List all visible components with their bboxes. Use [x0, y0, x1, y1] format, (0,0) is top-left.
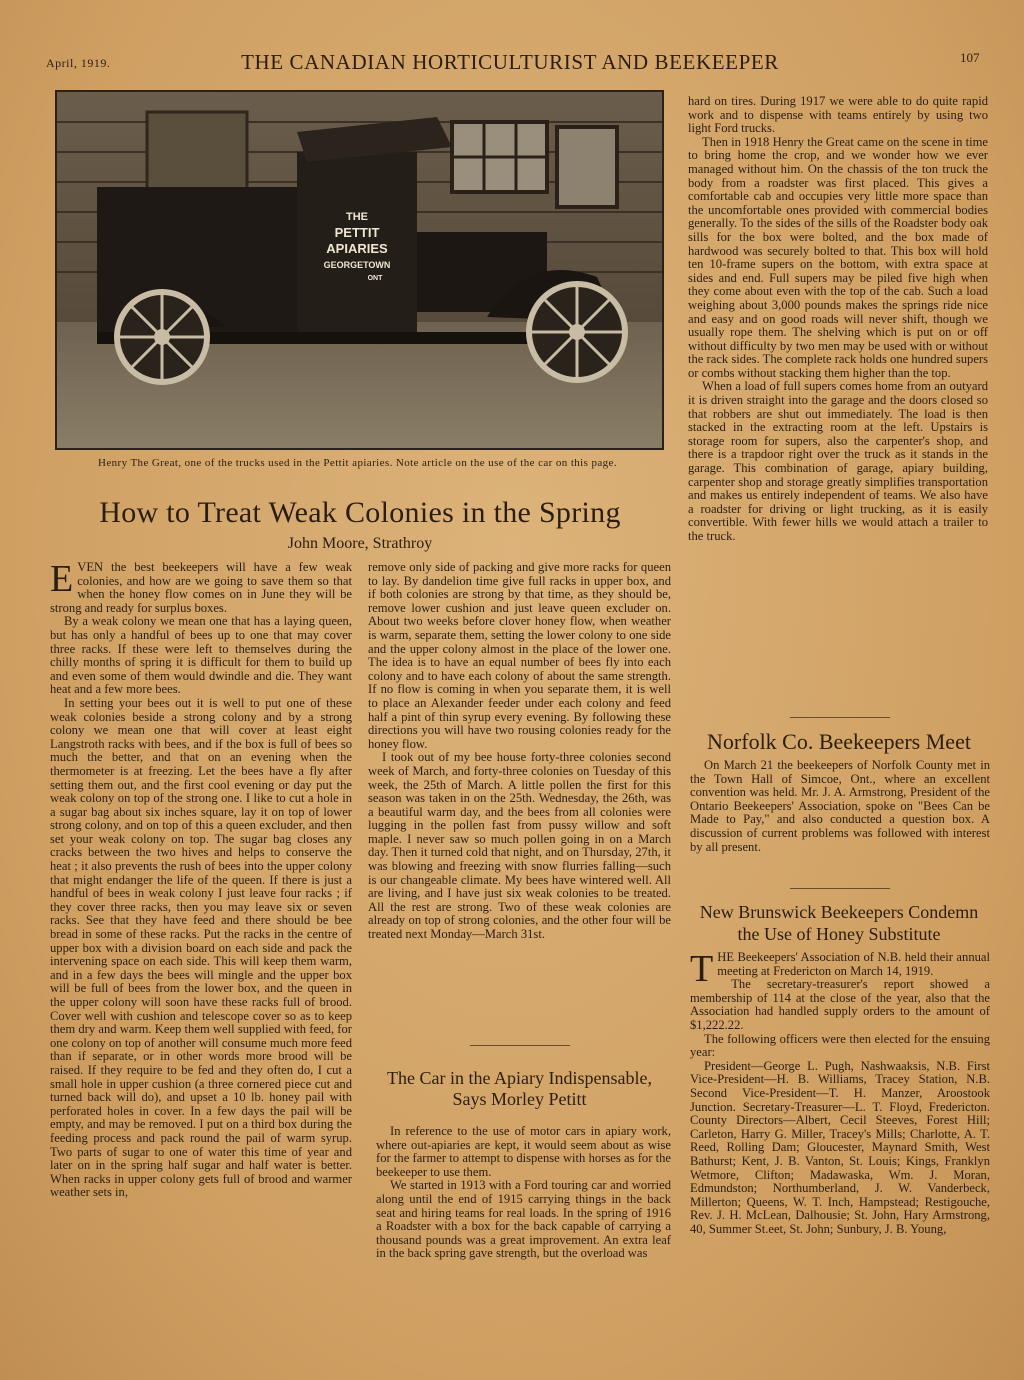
divider — [790, 888, 890, 889]
article-byline: John Moore, Strathroy — [287, 535, 433, 552]
article-title-car: The Car in the Apiary Indispensable, Says Morley Petitt — [387, 1068, 652, 1109]
article1-column1 — [50, 558, 352, 1200]
article1-paragraph: remove only side of packing and give more racks for queen to lay. By dandelion time give full racks in upper box, and if both colonies are strong by that time, as they should be, remove lower cushion and just leave queen excluder on. About two weeks before clover honey flow, when weather is warm, separate them, setting the lower colony to one side and the upper colony almost in the place of the lower one. The idea is to have an equal number of bees fly into each colony and to have each colony of about the same strength. If no flow is coming in when you separate them, it is well to place an Alexander feeder under each colony and feed half a pint of thin syrup every evening. By following these directions you will have two rousing colonies ready for the honey flow. — [368, 560, 671, 751]
article2-column2 — [688, 95, 988, 544]
article-title-new-brunswick: New Brunswick Beekeepers Condemn the Use of Honey Substitute — [699, 902, 979, 944]
article4-paragraph — [690, 948, 990, 990]
article1-p1-text: VEN the best beekeepers will have a few weak colonies, and how are we going to save them so that when the honey flow comes on in June they will be strong and ready for surplus boxes. — [50, 560, 352, 615]
truck-sign-line5: ONT — [367, 275, 383, 282]
article4-paragraph: The secretary-treasurer's report showed a membership of 114 at the close of the year, also that the Association had handled supply orders to the amount of $1,222.22. — [690, 977, 990, 1032]
drop-cap: E — [50, 558, 74, 600]
article1-column2 — [368, 561, 671, 942]
photo-caption: Henry The Great, one of the trucks used in the Pettit apiaries. Note article on the use of the car on this page. — [98, 457, 617, 469]
article-title-norfolk: Norfolk Co. Beekeepers Meet — [707, 729, 971, 754]
rear-wheel — [117, 292, 207, 382]
issue-date: April, 1919. — [46, 56, 111, 70]
truck-sign-line3: APIARIES — [326, 241, 388, 256]
divider — [470, 1045, 570, 1046]
article2-paragraph: When a load of full supers comes home from an outyard it is driven straight into the garage and the doors closed so that robbers are shut out immediately. The load is then stacked in the extracting room at the left. Upstairs is storage room for supers, also the carpenter's shop, and there is a trapdoor right over the truck as it stands in the garage. This combination of garage, apiary building, carpenter shop and storage greatly simplifies transportation and makes us entirely independent of teams. We also have a roadster for driving or light trucking, as it is easily convertible. With fewer hills we would attach a trailer to the truck. — [688, 379, 988, 543]
article4-paragraph: The following officers were then elected for the ensuing year: — [690, 1031, 990, 1060]
truck-photo — [55, 90, 664, 450]
truck-sign-line2: PETTIT — [334, 225, 380, 240]
article2-column1 — [376, 1125, 671, 1261]
article3-body — [690, 759, 990, 854]
truck-sign-line4: GEORGETOWN — [323, 260, 391, 270]
page-number: 107 — [960, 50, 980, 65]
article1-paragraph — [50, 558, 352, 615]
article4-paragraph: President—George L. Pugh, Nashwaaksis, N.B. First Vice-President—H. B. Williams, Tracey Station, N.B. Second Vice-President—T. H. Manzer, Aroostook Junction. Secretary-Treasurer—L. T. Floyd, Fredericton. County Directors—Albert, Cecil Steeves, Forest Hill; Carleton, Harry G. Miller, Tracey's Mills; Charlotte, A. T. Reed, Rolling Dam; Gloucester, Maynard Smith, West Bathurst; Kent, J. B. Vanton, St. Louis; Kings, Franklyn Wetmore, Clifton; Madawaska, Wm. J. Moran, Edmundston; Northumberland, J. W. Vanderbeck, Millerton; Queens, W. T. Inch, Hampstead; Restigouche, Rev. J. H. McLean, Dalhousie; St. John, Hary Armstrong, 40, Summer St.eet, St. John; Sunbury, J. B. Young, — [690, 1058, 990, 1236]
article4-p1-text: HE Beekeepers' Association of N.B. held their annual meeting at Fredericton on March 14, 1919. — [717, 950, 990, 978]
article-title-weak-colonies: How to Treat Weak Colonies in the Spring — [99, 496, 621, 529]
magazine-title: THE CANADIAN HORTICULTURIST AND BEEKEEPER — [241, 50, 779, 74]
front-wheel — [529, 284, 625, 380]
truck-sign-line1: THE — [346, 211, 368, 223]
article3-paragraph: On March 21 the beekeepers of Norfolk County met in the Town Hall of Simcoe, Ont., where an excellent convention was held. Mr. J. A. Armstrong, President of the Ontario Beekeepers' Association, spoke on "Bees Can be Made to Pay," and also conducted a question box. A discussion of current problems was followed with interest by all present. — [690, 758, 990, 854]
article1-paragraph: By a weak colony we mean one that has a laying queen, but has only a handful of bees up to one that may cover three racks. If these were left to themselves during the chilly months of spring it is difficult for them to build up and even some of them would dwindle and die. They want heat and a few more bees. — [50, 614, 352, 697]
article2-paragraph: Then in 1918 Henry the Great came on the scene in time to bring home the crop, and we wonder how we ever managed without him. On the chassis of the ton truck the body from a roadster was first placed. This gives a comfortable cab and occupies very little more space than the uncomfortable ones provided with commercial bodies generally. To the sides of the sills of the Roadster body oak sills for the box were bolted, and the box made of hardwood was securely bolted to that. This box will hold ten 10-frame supers on the bottom, with extra space at sides and end. Full supers may be piled five high when they come about even with the top of the cab. Such a load weighing about 3,000 pounds makes the springs ride nice and easy and on good roads will never shift, though we usually rope them. The shelving which is put on or off without difficulty by two men may be used with or without the rack sides. The complete rack holds one hundred supers or combs without stacking them higher than the top. — [688, 134, 988, 380]
article2-paragraph: hard on tires. During 1917 we were able to do quite rapid work and to dispense with teams entirely by using two light Ford trucks. — [688, 94, 988, 136]
article4-body — [690, 948, 990, 1236]
divider — [790, 717, 890, 718]
article1-paragraph: In setting your bees out it is well to put one of these weak colonies beside a strong colony and by a strong colony we mean one that will cover at least eight Langstroth racks with bees, and if the box is full of bees so much the better, and that on an evening when the thermometer is at freezing. Let the bees have a fly after setting them out, and the first cool evening or day put the weak colony on top of the strong one. I like to cut a hole in a sugar bag about six inches square, lay it on top of lower strong colony, and on top of this a queen excluder, and then set your weak colony on top. The sugar bag closes any cracks between the two hives and helps to conserve the heat ; it also prevents the rush of bees into the upper colony that might endanger the life of the queen. If there is just a handful of bees in weak colony I just leave four racks ; if they cover three racks, then you may leave six or seven racks. See that they have feed and there should be bee bread in some of these racks. Put the racks in the centre of upper box with a division board on each side and pack the intervening space on each side. This will keep them warm, and in a few days the bees will mingle and the upper box will be full of bees from the lower box, and the queen in the upper colony will soon have these racks full of brood. Cover well with cushion and telescope cover so as to keep them dry and warm. Keep them well supplied with feed, for one colony on top of another will consume much more feed than if separate, or in other words more brood will be raised. If they require to be fed and they often do, I cut a small hole in upper cushion (a three cornered piece cut and turned back will do), and upset a 10 lb. honey pail with perforated holes in cover. In a few days the pail will be empty, and may be removed. I put on a third box during the feeding process and pack round the pail of warm syrup. Two parts of sugar to one of water this time of year and later on in the spring half sugar and half water is better. When racks in upper colony gets full of brood and warmer weather sets in, — [50, 695, 352, 1200]
drop-cap: T — [690, 948, 714, 990]
article2-paragraph: We started in 1913 with a Ford touring car and worried along until the end of 1915 carrying things in the back seat and hiring teams for real loads. In the spring of 1916 a Roadster with a box for the back capable of carrying a thousand pounds was a great improvement. An extra leaf in the back spring gave strength, but the overload was — [376, 1178, 671, 1261]
article2-paragraph: In reference to the use of motor cars in apiary work, where out-apiaries are kept, it would seem about as wise for the farmer to attempt to dispense with horses as for the beekeeper to use them. — [376, 1124, 671, 1179]
truck-illustration — [57, 92, 662, 448]
article1-paragraph: I took out of my bee house forty-three colonies second week of March, and forty-three colonies on Tuesday of this week, the 25th of March. A little pollen the first for this season was taken in on the 25th. Wednesday, the 26th, was a beautiful warm day, and the bees from all colonies were lugging in the pollen fast from pussy willow and soft maple. I never saw so much pollen going in on a March day. Then it turned cold that night, and on Thursday, 27th, it was blowing and freezing with snow flurries falling—such is our changeable climate. My bees have wintered well. All are living, and I have just six weak colonies to be treated. All the rest are strong. Two of these weak colonies are already on top of strong colonies, and the other four will be treated next Monday—March 31st. — [368, 750, 671, 942]
